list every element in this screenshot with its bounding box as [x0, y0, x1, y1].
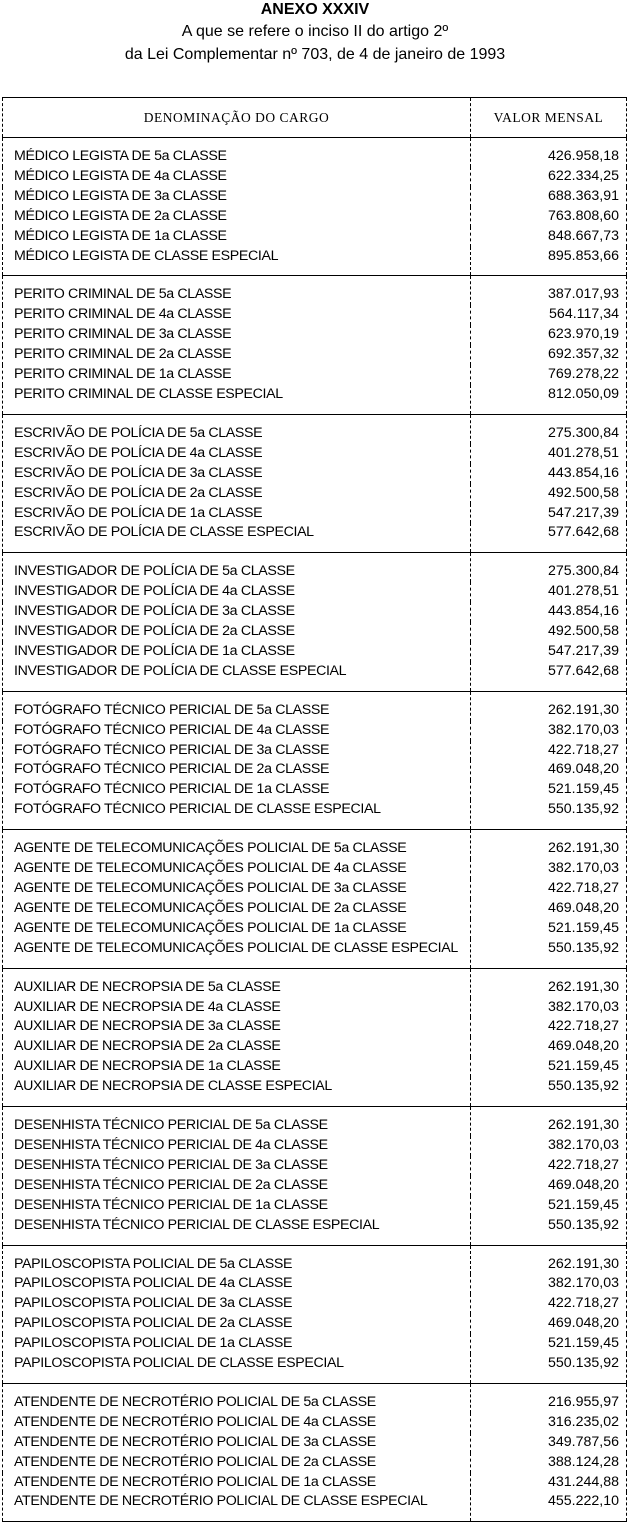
position-group [3, 553, 627, 691]
table-row [3, 504, 627, 524]
position-name: MÉDICO LEGISTA DE 4a CLASSE [3, 167, 471, 187]
position-group [3, 414, 627, 552]
monthly-value: 550.135,92 [471, 1216, 627, 1245]
position-name: INVESTIGADOR DE POLÍCIA DE CLASSE ESPECIAL [3, 662, 471, 691]
position-name: INVESTIGADOR DE POLÍCIA DE 4a CLASSE [3, 582, 471, 602]
table-row [3, 444, 627, 464]
table-row [3, 1314, 627, 1334]
table-row [3, 385, 627, 414]
position-group [3, 691, 627, 829]
monthly-value: 469.048,20 [471, 1314, 627, 1334]
monthly-value: 577.642,68 [471, 662, 627, 691]
monthly-value: 492.500,58 [471, 622, 627, 642]
table-row [3, 1383, 627, 1412]
position-name: AUXILIAR DE NECROPSIA DE 2a CLASSE [3, 1037, 471, 1057]
table-row [3, 800, 627, 829]
table-row [3, 939, 627, 968]
monthly-value: 422.718,27 [471, 1156, 627, 1176]
table-row [3, 1245, 627, 1274]
table-row [3, 899, 627, 919]
position-name: PAPILOSCOPISTA POLICIAL DE 4a CLASSE [3, 1274, 471, 1294]
table-row [3, 1156, 627, 1176]
position-name: AGENTE DE TELECOMUNICAÇÕES POLICIAL DE CLASSE ESPECIAL [3, 939, 471, 968]
monthly-value: 521.159,45 [471, 1057, 627, 1077]
table-row [3, 741, 627, 761]
table-row [3, 345, 627, 365]
position-name: AGENTE DE TELECOMUNICAÇÕES POLICIAL DE 3a CLASSE [3, 879, 471, 899]
monthly-value: 688.363,91 [471, 187, 627, 207]
position-group [3, 1383, 627, 1521]
table-row [3, 1136, 627, 1156]
table-row [3, 642, 627, 662]
monthly-value: 550.135,92 [471, 800, 627, 829]
table-row [3, 1017, 627, 1037]
position-name: DESENHISTA TÉCNICO PERICIAL DE 3a CLASSE [3, 1156, 471, 1176]
position-name: ESCRIVÃO DE POLÍCIA DE 5a CLASSE [3, 414, 471, 443]
monthly-value: 275.300,84 [471, 553, 627, 582]
position-name: AUXILIAR DE NECROPSIA DE 3a CLASSE [3, 1017, 471, 1037]
position-name: PERITO CRIMINAL DE 5a CLASSE [3, 276, 471, 305]
position-name: ATENDENTE DE NECROTÉRIO POLICIAL DE 3a CLASSE [3, 1433, 471, 1453]
monthly-value: 387.017,93 [471, 276, 627, 305]
table-row [3, 414, 627, 443]
position-name: ESCRIVÃO DE POLÍCIA DE CLASSE ESPECIAL [3, 523, 471, 552]
monthly-value: 550.135,92 [471, 1077, 627, 1106]
position-name: ESCRIVÃO DE POLÍCIA DE 3a CLASSE [3, 464, 471, 484]
position-name: DESENHISTA TÉCNICO PERICIAL DE 2a CLASSE [3, 1176, 471, 1196]
monthly-value: 521.159,45 [471, 780, 627, 800]
monthly-value: 382.170,03 [471, 1274, 627, 1294]
monthly-value: 262.191,30 [471, 1107, 627, 1136]
monthly-value: 812.050,09 [471, 385, 627, 414]
position-name: ATENDENTE DE NECROTÉRIO POLICIAL DE 1a CLASSE [3, 1473, 471, 1493]
position-name: DESENHISTA TÉCNICO PERICIAL DE CLASSE ESPECIAL [3, 1216, 471, 1245]
salary-table [2, 97, 627, 1522]
table-row [3, 998, 627, 1018]
table-row [3, 1107, 627, 1136]
position-name: AGENTE DE TELECOMUNICAÇÕES POLICIAL DE 4a CLASSE [3, 859, 471, 879]
position-name: PERITO CRIMINAL DE 3a CLASSE [3, 325, 471, 345]
position-name: DESENHISTA TÉCNICO PERICIAL DE 1a CLASSE [3, 1196, 471, 1216]
position-name: PAPILOSCOPISTA POLICIAL DE 3a CLASSE [3, 1294, 471, 1314]
table-row [3, 662, 627, 691]
position-name: MÉDICO LEGISTA DE 1a CLASSE [3, 227, 471, 247]
position-name: DESENHISTA TÉCNICO PERICIAL DE 4a CLASSE [3, 1136, 471, 1156]
table-row [3, 247, 627, 276]
monthly-value: 455.222,10 [471, 1492, 627, 1521]
monthly-value: 431.244,88 [471, 1473, 627, 1493]
monthly-value: 382.170,03 [471, 721, 627, 741]
table-row [3, 305, 627, 325]
position-name: ATENDENTE DE NECROTÉRIO POLICIAL DE 5a CLASSE [3, 1383, 471, 1412]
table-row [3, 1453, 627, 1473]
position-name: PAPILOSCOPISTA POLICIAL DE 1a CLASSE [3, 1334, 471, 1354]
position-name: PERITO CRIMINAL DE 2a CLASSE [3, 345, 471, 365]
table-row [3, 830, 627, 859]
position-name: INVESTIGADOR DE POLÍCIA DE 5a CLASSE [3, 553, 471, 582]
position-name: FOTÓGRAFO TÉCNICO PERICIAL DE 5a CLASSE [3, 691, 471, 720]
monthly-value: 692.357,32 [471, 345, 627, 365]
position-name: AGENTE DE TELECOMUNICAÇÕES POLICIAL DE 2a CLASSE [3, 899, 471, 919]
table-row [3, 227, 627, 247]
position-name: MÉDICO LEGISTA DE 3a CLASSE [3, 187, 471, 207]
position-name: MÉDICO LEGISTA DE 5a CLASSE [3, 138, 471, 167]
position-name: INVESTIGADOR DE POLÍCIA DE 2a CLASSE [3, 622, 471, 642]
monthly-value: 275.300,84 [471, 414, 627, 443]
position-name: AGENTE DE TELECOMUNICAÇÕES POLICIAL DE 5a CLASSE [3, 830, 471, 859]
table-row [3, 1492, 627, 1521]
table-row [3, 1294, 627, 1314]
monthly-value: 388.124,28 [471, 1453, 627, 1473]
table-row [3, 1354, 627, 1383]
document-header [0, 0, 630, 66]
table-row [3, 276, 627, 305]
monthly-value: 469.048,20 [471, 760, 627, 780]
monthly-value: 547.217,39 [471, 642, 627, 662]
position-name: MÉDICO LEGISTA DE 2a CLASSE [3, 207, 471, 227]
position-name: PERITO CRIMINAL DE 4a CLASSE [3, 305, 471, 325]
monthly-value: 763.808,60 [471, 207, 627, 227]
table-row [3, 1473, 627, 1493]
monthly-value: 521.159,45 [471, 1196, 627, 1216]
table-row [3, 484, 627, 504]
table-row [3, 464, 627, 484]
position-name: PAPILOSCOPISTA POLICIAL DE 5a CLASSE [3, 1245, 471, 1274]
position-group [3, 830, 627, 968]
table-row [3, 1216, 627, 1245]
table-row [3, 582, 627, 602]
monthly-value: 216.955,97 [471, 1383, 627, 1412]
table-row [3, 691, 627, 720]
position-name: PERITO CRIMINAL DE CLASSE ESPECIAL [3, 385, 471, 414]
monthly-value: 401.278,51 [471, 582, 627, 602]
monthly-value: 564.117,34 [471, 305, 627, 325]
position-name: ATENDENTE DE NECROTÉRIO POLICIAL DE 4a CLASSE [3, 1413, 471, 1433]
monthly-value: 443.854,16 [471, 602, 627, 622]
position-name: PAPILOSCOPISTA POLICIAL DE CLASSE ESPECIAL [3, 1354, 471, 1383]
monthly-value: 262.191,30 [471, 1245, 627, 1274]
table-row [3, 919, 627, 939]
annex-subtitle-line1: A que se refere o inciso II do artigo 2º [181, 23, 449, 40]
table-row [3, 721, 627, 741]
position-name: AUXILIAR DE NECROPSIA DE 1a CLASSE [3, 1057, 471, 1077]
monthly-value: 895.853,66 [471, 247, 627, 276]
monthly-value: 622.334,25 [471, 167, 627, 187]
monthly-value: 469.048,20 [471, 1037, 627, 1057]
position-group [3, 276, 627, 414]
position-name: INVESTIGADOR DE POLÍCIA DE 1a CLASSE [3, 642, 471, 662]
monthly-value: 382.170,03 [471, 1136, 627, 1156]
monthly-value: 623.970,19 [471, 325, 627, 345]
position-name: AUXILIAR DE NECROPSIA DE CLASSE ESPECIAL [3, 1077, 471, 1106]
column-header-monthly-value: VALOR MENSAL [471, 98, 627, 138]
position-name: ATENDENTE DE NECROTÉRIO POLICIAL DE CLASSE ESPECIAL [3, 1492, 471, 1521]
monthly-value: 422.718,27 [471, 1294, 627, 1314]
table-row [3, 207, 627, 227]
position-name: FOTÓGRAFO TÉCNICO PERICIAL DE 3a CLASSE [3, 741, 471, 761]
table-row [3, 1057, 627, 1077]
table-row [3, 138, 627, 167]
table-row [3, 325, 627, 345]
position-name: FOTÓGRAFO TÉCNICO PERICIAL DE 1a CLASSE [3, 780, 471, 800]
position-name: FOTÓGRAFO TÉCNICO PERICIAL DE CLASSE ESPECIAL [3, 800, 471, 829]
table-row [3, 859, 627, 879]
monthly-value: 426.958,18 [471, 138, 627, 167]
monthly-value: 422.718,27 [471, 741, 627, 761]
position-name: ATENDENTE DE NECROTÉRIO POLICIAL DE 2a CLASSE [3, 1453, 471, 1473]
monthly-value: 422.718,27 [471, 879, 627, 899]
position-group [3, 968, 627, 1106]
table-row [3, 622, 627, 642]
position-name: DESENHISTA TÉCNICO PERICIAL DE 5a CLASSE [3, 1107, 471, 1136]
annex-title: ANEXO XXXIV [260, 1, 370, 18]
monthly-value: 492.500,58 [471, 484, 627, 504]
position-name: FOTÓGRAFO TÉCNICO PERICIAL DE 4a CLASSE [3, 721, 471, 741]
position-name: PAPILOSCOPISTA POLICIAL DE 2a CLASSE [3, 1314, 471, 1334]
table-row [3, 553, 627, 582]
table-row [3, 365, 627, 385]
monthly-value: 262.191,30 [471, 691, 627, 720]
monthly-value: 469.048,20 [471, 899, 627, 919]
monthly-value: 550.135,92 [471, 939, 627, 968]
column-header-position: DENOMINAÇÃO DO CARGO [3, 98, 471, 138]
position-name: ESCRIVÃO DE POLÍCIA DE 4a CLASSE [3, 444, 471, 464]
position-name: FOTÓGRAFO TÉCNICO PERICIAL DE 2a CLASSE [3, 760, 471, 780]
monthly-value: 382.170,03 [471, 998, 627, 1018]
position-group [3, 1107, 627, 1245]
table-row [3, 602, 627, 622]
table-row [3, 760, 627, 780]
table-header-row [3, 98, 627, 138]
annex-subtitle-line2: da Lei Complementar nº 703, de 4 de janeiro de 1993 [124, 46, 506, 63]
table-row [3, 1077, 627, 1106]
table-row [3, 1196, 627, 1216]
monthly-value: 521.159,45 [471, 919, 627, 939]
monthly-value: 382.170,03 [471, 859, 627, 879]
monthly-value: 550.135,92 [471, 1354, 627, 1383]
monthly-value: 401.278,51 [471, 444, 627, 464]
monthly-value: 469.048,20 [471, 1176, 627, 1196]
position-name: AUXILIAR DE NECROPSIA DE 5a CLASSE [3, 968, 471, 997]
position-name: MÉDICO LEGISTA DE CLASSE ESPECIAL [3, 247, 471, 276]
table-row [3, 1037, 627, 1057]
monthly-value: 848.667,73 [471, 227, 627, 247]
table-row [3, 167, 627, 187]
position-group [3, 1245, 627, 1383]
table-row [3, 1433, 627, 1453]
position-name: AGENTE DE TELECOMUNICAÇÕES POLICIAL DE 1a CLASSE [3, 919, 471, 939]
monthly-value: 577.642,68 [471, 523, 627, 552]
table-row [3, 879, 627, 899]
monthly-value: 769.278,22 [471, 365, 627, 385]
monthly-value: 547.217,39 [471, 504, 627, 524]
position-name: ESCRIVÃO DE POLÍCIA DE 1a CLASSE [3, 504, 471, 524]
position-name: AUXILIAR DE NECROPSIA DE 4a CLASSE [3, 998, 471, 1018]
monthly-value: 316.235,02 [471, 1413, 627, 1433]
position-name: INVESTIGADOR DE POLÍCIA DE 3a CLASSE [3, 602, 471, 622]
monthly-value: 262.191,30 [471, 968, 627, 997]
table-row [3, 780, 627, 800]
monthly-value: 422.718,27 [471, 1017, 627, 1037]
monthly-value: 262.191,30 [471, 830, 627, 859]
table-row [3, 1176, 627, 1196]
table-row [3, 1274, 627, 1294]
table-row [3, 523, 627, 552]
table-row [3, 1334, 627, 1354]
table-row [3, 187, 627, 207]
table-row [3, 968, 627, 997]
monthly-value: 349.787,56 [471, 1433, 627, 1453]
table-row [3, 1413, 627, 1433]
position-name: PERITO CRIMINAL DE 1a CLASSE [3, 365, 471, 385]
monthly-value: 521.159,45 [471, 1334, 627, 1354]
monthly-value: 443.854,16 [471, 464, 627, 484]
position-group [3, 138, 627, 276]
position-name: ESCRIVÃO DE POLÍCIA DE 2a CLASSE [3, 484, 471, 504]
